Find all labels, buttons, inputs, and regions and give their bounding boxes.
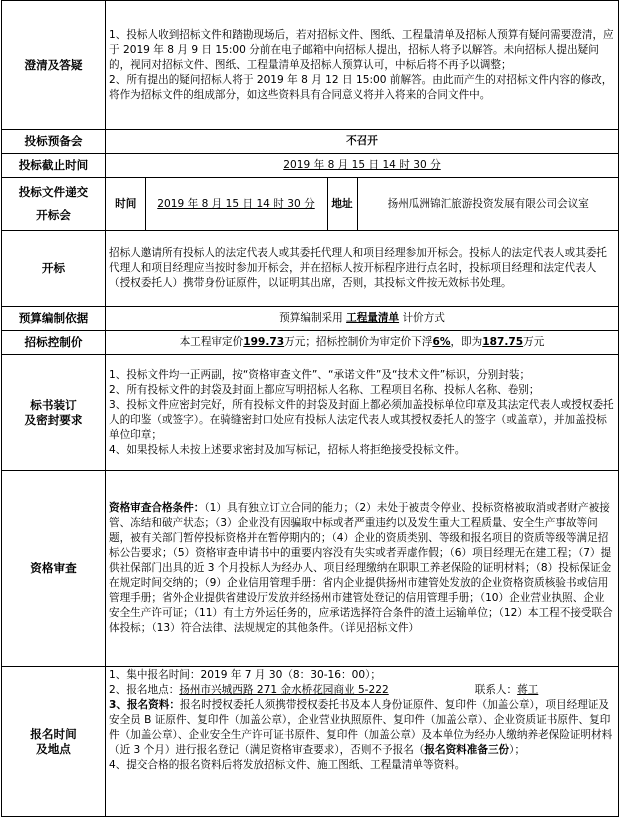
budget-basis-prefix: 预算编制采用 [279, 312, 343, 324]
meeting-time-label: 时间 [115, 197, 137, 210]
binding-label-line1: 标书装订 [30, 397, 77, 412]
binding-item-4: 4、如果投标人未按上述要求密封及加写标记，招标人将拒绝接受投标文件。 [109, 443, 466, 456]
control-price-label: 招标控制价 [2, 331, 106, 355]
budget-basis-value: 工程量清单 [346, 312, 400, 324]
binding-item-3: 3、投标文件应密封完好，所有投标文件的封袋及封面上都必须加盖投标单位印章及其法定代表人或授权委托人的印鉴（或签字）。在骑缝密封口处应有投标人法定代表人或其授权委托人的签字（或盖章），并加盖投标单位印章； [109, 398, 614, 441]
meeting-place-label: 地址 [327, 178, 357, 230]
registration-content [106, 667, 619, 817]
registration-row [2, 667, 619, 817]
registration-label [2, 667, 106, 817]
opening-text: 招标人邀请所有投标人的法定代表人或其委托代理人和项目经理参加开标会。投标人的法定代表人或其委托代理人和项目经理应当按时参加开标会，并在招标人按开标程序进行点名时，投标项目经理和法定代表人（授权委托人）携带身份证原件，以证明其出席，否则，其投标文件按无效标书处理。 [106, 231, 619, 307]
control-price-text-2: 万元；招标控制价为审定价下浮 [284, 336, 433, 348]
meeting-place-value: 扬州瓜洲锦汇旅游投资发展有限公司会议室 [357, 178, 619, 230]
control-price-text-1: 本工程审定价 [179, 336, 244, 348]
pre-bid-row [2, 130, 619, 154]
registration-label-line1: 报名时间 [30, 726, 77, 741]
deadline-value: 2019 年 8 月 15 日 14 时 30 分 [283, 159, 441, 171]
clarification-row [2, 1, 619, 130]
binding-label [2, 355, 106, 471]
binding-item-1: 1、投标文件均一正两副，按“资格审查文件”、“承诺文件”及“技术文件”标识，分别封装； [109, 368, 531, 381]
registration-place-line [109, 683, 615, 698]
deadline-row [2, 154, 619, 178]
control-price-text-4: 万元 [523, 336, 545, 348]
binding-content [106, 355, 619, 471]
binding-item-2: 2、所有投标文件的封袋及封面上都应写明招标人名称、工程项目名称、投标人名称、卷别； [109, 383, 540, 396]
opening-meeting-row [2, 178, 619, 231]
qualification-text: （1）具有独立订立合同的能力；（2）未处于被责令停业、投标资格被取消或者财产被接管、冻结和破产状态；（3）企业没有因骗取中标或者严重违约以及发生重大工程质量、安全生产事故等问题，被有关部门暂停投标资格并在暂停期内的；（4）企业的资质类别、等级和报名项目的资质等级等满足招标公告要求；（5）资格审查申请书中的重要内容没有失实或者弄虚作假；（6）项目经理无在建工程；（7）提供社保部门出具的近 3 个月投标人为经办人、项目经理缴纳在职职工养老保险的证明材料；（8）投标保证金在规定时间交纳的；（9）企业信用管理手册：省内企业提供扬州市建管处发放的企业资格资质核验书或信用管理手册；省外企业提供省建设厅发放并经扬州市建管处登记的信用管理手册；（10）企业营业执照、企业安全生产许可证；（11）有土方外运任务的，应承诺选择符合条件的渣土运输单位；（12）本工程不接受联合体投标；（13）符合法律、法规规定的其他条件。（详见招标文件） [109, 502, 613, 634]
registration-place-value: 扬州市兴城西路 271 金水桥花园商业 5-222 [179, 684, 389, 696]
registration-contact-label: 联系人： [474, 684, 518, 696]
meeting-time-value: 2019 年 8 月 15 日 14 时 30 分 [157, 197, 315, 210]
clarification-label: 澄清及答疑 [2, 1, 106, 130]
binding-label-line2: 及密封要求 [24, 412, 83, 427]
control-price-row [2, 331, 619, 355]
registration-time: 1、集中报名时间：2019 年 7 月 30（8：30-16：00）； [109, 669, 381, 681]
binding-row [2, 355, 619, 471]
qualification-row [2, 471, 619, 667]
clarification-paragraph-1: 1、投标人收到招标文件和踏勘现场后，若对招标文件、图纸、工程量清单及招标人预算有疑问需要澄清，应于 2019 年 8 月 9 日 15:00 分前在电子邮箱中向招标人提出，招标人将予以解答。未向招标人提出疑问的，视同对招标文件、图纸、工程量清单及招标人预算认可，中标后将不再予以调整； [109, 28, 614, 71]
opening-meeting-label-line1: 投标文件递交 [18, 185, 89, 199]
registration-materials-prefix: 3、报名资料： [109, 699, 180, 711]
budget-basis-suffix: 计价方式 [402, 312, 445, 324]
qualification-lead: 资格审查合格条件： [109, 502, 205, 514]
registration-place-prefix: 2、报名地点： [109, 684, 180, 696]
registration-materials-text: 报名时授权委托人须携带授权委托书及本人身份证原件、复印件（加盖公章），项目经理证及安全员 B 证原件、复印件（加盖公章），企业营业执照原件、复印件（加盖公章）、企业资质证书原件、复印件（加盖公章）、企业安全生产许可证书原件、复印件（加盖公章）及本单位为经办人缴纳养老保险证明材料（近 3 个月）进行报名登记（满足资格审查要求），否则不予报名（ [109, 699, 613, 756]
opening-row [2, 231, 619, 307]
registration-materials-copies: 报名资料准备三份 [424, 744, 510, 756]
opening-meeting-details [107, 178, 619, 230]
control-price-value: 187.75 [482, 336, 524, 348]
discount-rate-value: 6% [432, 336, 451, 348]
tender-info-table [1, 0, 619, 817]
pre-bid-label: 投标预备会 [2, 130, 106, 154]
registration-materials-end: ）； [509, 744, 526, 756]
opening-label: 开标 [2, 231, 106, 307]
opening-meeting-label-line2: 开标会 [36, 208, 71, 222]
registration-next-step: 4、提交合格的报名资料后将发放招标文件、施工图纸、工程量清单等资料。 [109, 759, 466, 771]
approved-price-value: 199.73 [243, 336, 285, 348]
control-price-text-3: ，即为 [450, 336, 483, 348]
budget-basis-label: 预算编制依据 [2, 307, 106, 331]
qualification-content [106, 471, 619, 667]
control-price-content [106, 331, 619, 355]
budget-basis-row [2, 307, 619, 331]
clarification-content [106, 1, 619, 130]
registration-contact-value: 蒋工 [517, 684, 539, 696]
registration-materials [109, 698, 615, 758]
opening-meeting-label [2, 178, 106, 231]
deadline-label: 投标截止时间 [2, 154, 106, 178]
pre-bid-value: 不召开 [106, 130, 619, 154]
registration-label-line2: 及地点 [36, 741, 71, 756]
clarification-paragraph-2: 2、所有提出的疑问招标人将于 2019 年 8 月 12 日 15:00 前解答。由此而产生的对招标文件内容的修改，将作为招标文件的组成部分，如这些资料具有合同意义将并入将来的合同文件中。 [109, 73, 613, 101]
qualification-label: 资格审查 [2, 471, 106, 667]
